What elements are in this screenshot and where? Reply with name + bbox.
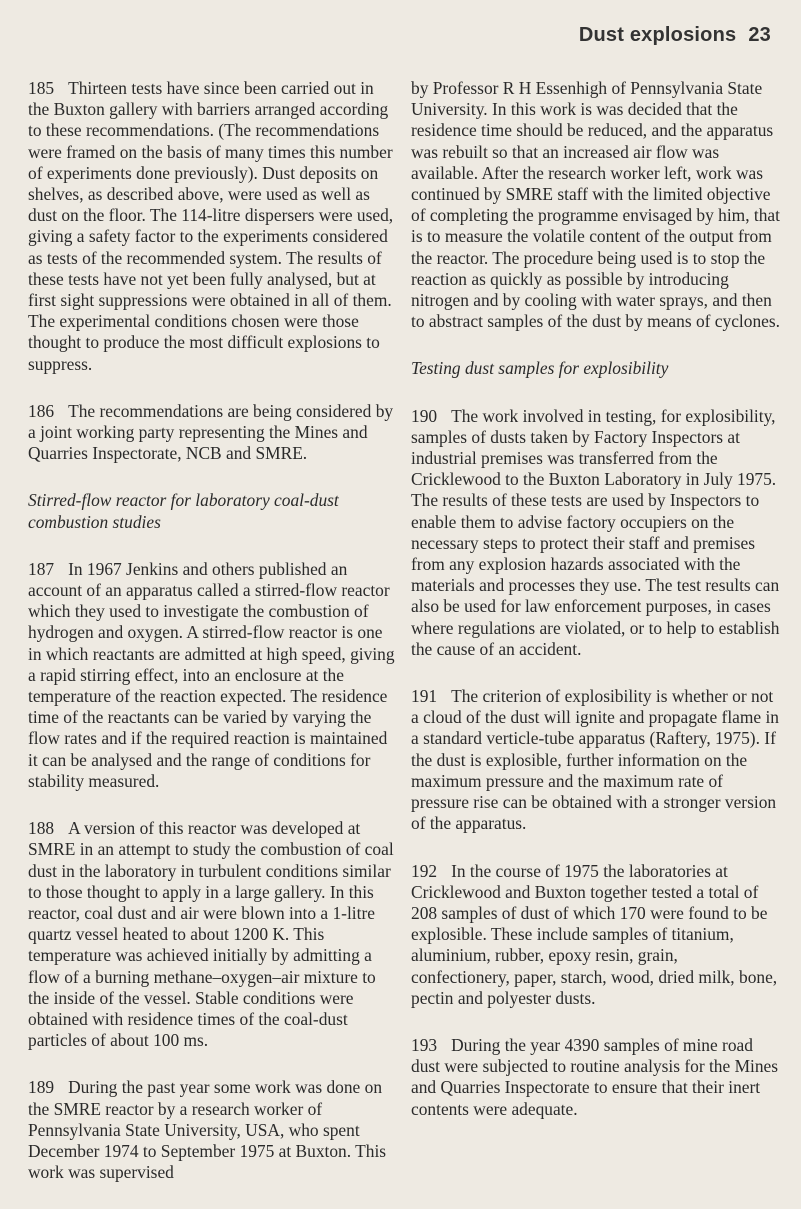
paragraph-text: During the year 4390 samples of mine road dust were subjected to routine analysis for the Mines and Quarries Inspectorate to ensure that their inert contents were adequate. (411, 1034, 779, 1119)
paragraph-193 (411, 1035, 781, 1120)
paragraph-number: 192 (411, 860, 438, 881)
header-title: Dust explosions (578, 24, 737, 46)
paragraph-186 (28, 401, 398, 465)
paragraph-187 (28, 559, 398, 792)
paragraph-number: 188 (28, 818, 55, 839)
page-number: 23 (748, 24, 771, 46)
paragraph-number: 191 (411, 686, 438, 707)
paragraph-text: by Professor R H Essenhigh of Pennsylvania State University. In this work is was decided that the residence time should be reduced, and the apparatus was rebuilt so that an increased air flow was available. After the research worker left, work was continued by SMRE staff with the limited objective of completing the programme envisaged by him, that is to measure the volatile content of the output from the reactor. The procedure being used is to stop the reaction as quickly as possible by introducing nitrogen and by cooling with water sprays, and then to abstract samples of the dust by means of cyclones. (411, 78, 780, 332)
paragraph-number: 186 (28, 400, 55, 421)
paragraph-192 (411, 861, 781, 1009)
paragraph-191 (411, 686, 781, 834)
section-heading-stirred-flow: Stirred-flow reactor for laboratory coal-dust combustion studies (28, 490, 339, 532)
section-heading-testing-dust: Testing dust samples for explosibility (411, 358, 669, 379)
paragraph-188 (28, 818, 398, 1051)
paragraph-text: The recommendations are being considered by a joint working party representing the Mines and Quarries Inspectorate, NCB and SMRE. (28, 400, 394, 464)
paragraph-text: In the course of 1975 the laboratories at Cricklewood and Buxton together tested a total of 208 samples of dust of which 170 were found to be explosible. These include samples of titanium, aluminium, rubber, epoxy resin, grain, confectionery, paper, starch, wood, dried milk, bone, pectin and polyester dusts. (411, 860, 778, 1008)
paragraph-text: A version of this reactor was developed at SMRE in an attempt to study the combustion of coal dust in the laboratory in turbulent conditions similar to those thought to apply in a large gallery. In this reactor, coal dust and air were blown into a 1-litre quartz vessel heated to about 1200 K. This temperature was achieved initially by admitting a flow of a burning methane–oxygen–air mixture to the inside of the vessel. Stable conditions were obtained with residence times of the coal-dust particles of about 100 ms. (28, 818, 394, 1051)
paragraph-number: 189 (28, 1077, 55, 1098)
paragraph-185 (28, 78, 398, 375)
running-header (579, 24, 771, 47)
paragraph-189 (28, 1077, 398, 1183)
paragraph-text: During the past year some work was done on the SMRE reactor by a research worker of Pennsylvania State University, USA, who spent December 1974 to September 1975 at Buxton. This work was supervised (28, 1077, 387, 1183)
paragraph-number: 193 (411, 1034, 438, 1055)
left-column (28, 78, 398, 1209)
paragraph-number: 187 (28, 558, 55, 579)
paragraph-190 (411, 406, 781, 660)
paragraph-text: Thirteen tests have since been carried out in the Buxton gallery with barriers arranged according to these recommendations. (The recommendations were framed on the basis of many times this number of experiments done previously). Dust deposits on shelves, as described above, were used as well as dust on the floor. The 114-litre dispersers were used, giving a safety factor to the experiments considered as tests of the recommended system. The results of these tests have not yet been fully analysed, but at first sight suppressions were obtained in all of them. The experimental conditions chosen were those thought to produce the most difficult explosions to suppress. (28, 78, 394, 374)
right-column (411, 78, 781, 1146)
paragraph-189-continued (411, 78, 781, 332)
paragraph-text: In 1967 Jenkins and others published an account of an apparatus called a stirred-flow reactor which they used to investigate the combustion of hydrogen and oxygen. A stirred-flow reactor is one in which reactants are admitted at high speed, giving a rapid stirring effect, into an enclosure at the temperature of the reaction expected. The residence time of the reactants can be varied by varying the flow rates and if the required reaction is maintained it can be analysed and the range of conditions for stability measured. (28, 558, 395, 791)
paragraph-number: 185 (28, 78, 55, 98)
paragraph-number: 190 (411, 405, 438, 426)
paragraph-text: The work involved in testing, for explosibility, samples of dusts taken by Factory Inspectors at industrial premises was transferred from the Cricklewood to the Buxton Laboratory in July 1975. The results of these tests are used by Inspectors to enable them to advise factory occupiers on the necessary steps to protect their staff and premises from any explosion hazards associated with the materials and processes they use. The test results can also be used for law enforcement purposes, in cases where regulations are violated, or to help to establish the cause of an accident. (411, 405, 780, 659)
paragraph-text: The criterion of explosibility is whether or not a cloud of the dust will ignite and propagate flame in a standard verticle-tube apparatus (Raftery, 1975). If the dust is explosible, further information on the maximum pressure and the maximum rate of pressure rise can be obtained with a stronger version of the apparatus. (411, 686, 779, 834)
